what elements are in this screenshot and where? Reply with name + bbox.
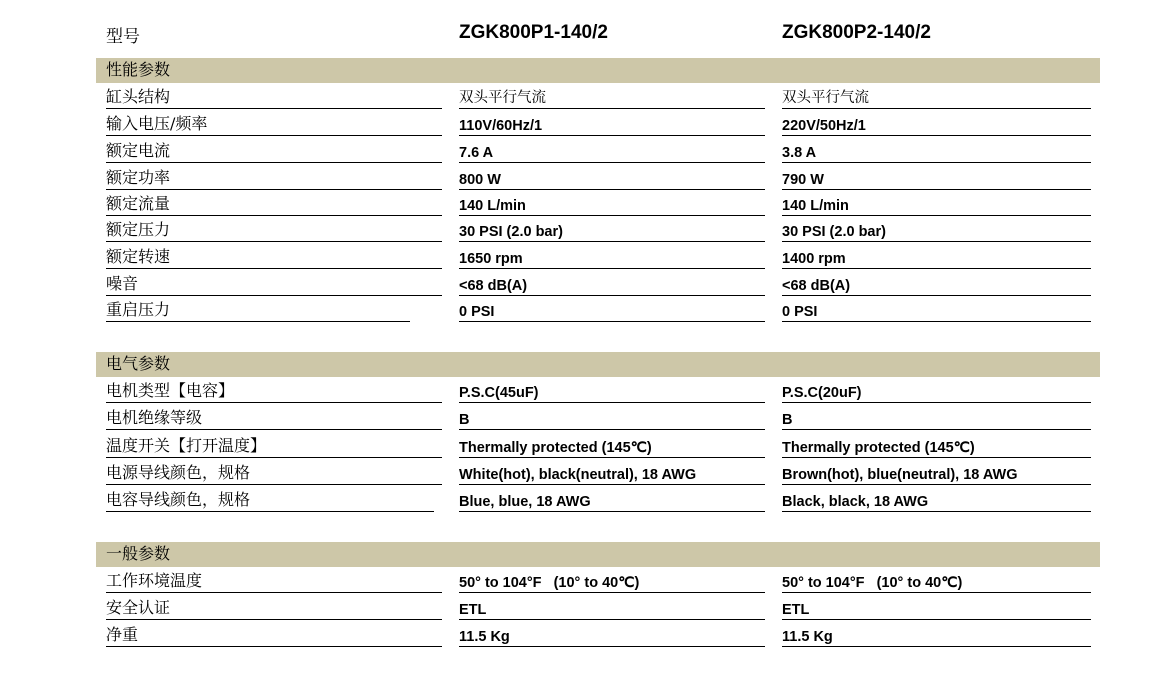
spec-value-2-cell (782, 435, 1091, 458)
spec-label: 电容导线颜色，规格 (106, 490, 251, 509)
spec-value-2-cell (782, 219, 1091, 242)
spec-row (0, 597, 1171, 623)
spec-value-2: 790 W (782, 172, 824, 188)
spec-value-2-cell (782, 570, 1091, 593)
spec-row (0, 246, 1171, 272)
spec-value-2-cell (782, 167, 1091, 190)
spec-value-1: P.S.C(45uF) (459, 385, 539, 401)
spec-row (0, 140, 1171, 166)
spec-value-1: 30 PSI (2.0 bar) (459, 224, 563, 240)
spec-label-cell (106, 299, 410, 322)
spec-value-2-cell (782, 380, 1091, 403)
spec-value-1-cell (459, 597, 765, 620)
spec-value-2-cell (782, 113, 1091, 136)
spec-label-cell (106, 462, 442, 485)
spec-row (0, 219, 1171, 245)
spec-value-2: 30 PSI (2.0 bar) (782, 224, 886, 240)
spec-value-2-cell (782, 489, 1091, 512)
spec-value-2-cell (782, 273, 1091, 296)
spec-row (0, 273, 1171, 299)
spec-value-2: 50° to 104°F (10° to 40℃) (782, 575, 963, 591)
spec-value-2-cell (782, 246, 1091, 269)
spec-value-2: P.S.C(20uF) (782, 385, 862, 401)
spec-value-1-cell (459, 462, 765, 485)
spec-label-cell (106, 167, 442, 190)
spec-value-1-cell (459, 167, 765, 190)
model-header-label: 型号 (106, 27, 140, 47)
spec-label-cell (106, 193, 442, 216)
spec-value-2: 0 PSI (782, 304, 818, 320)
section-title-electrical: 电气参数 (106, 354, 171, 373)
spec-label-cell (106, 246, 442, 269)
spec-value-2: 1400 rpm (782, 251, 846, 267)
spec-row (0, 435, 1171, 461)
section-bar-performance (96, 58, 1100, 83)
section-bar-general (96, 542, 1100, 567)
spec-label: 额定功率 (106, 168, 171, 187)
spec-value-2: Black, black, 18 AWG (782, 494, 929, 510)
spec-value-1-cell (459, 219, 765, 242)
spec-value-1: Thermally protected (145℃) (459, 440, 652, 456)
spec-label-cell (106, 570, 442, 593)
spec-label-cell (106, 489, 434, 512)
model-name-2: ZGK800P2-140/2 (782, 22, 931, 43)
spec-label-cell (106, 597, 442, 620)
spec-label: 工作环境温度 (106, 571, 203, 590)
spec-label-cell (106, 113, 442, 136)
spec-label: 缸头结构 (106, 87, 171, 106)
spec-value-2-cell (782, 407, 1091, 430)
model-name-1: ZGK800P1-140/2 (459, 22, 608, 43)
spec-value-1: 800 W (459, 172, 501, 188)
spec-value-1: 140 L/min (459, 198, 526, 214)
spec-value-1: 0 PSI (459, 304, 495, 320)
spec-value-1: 110V/60Hz/1 (459, 118, 543, 134)
spec-value-1: <68 dB(A) (459, 278, 528, 294)
spec-value-1-cell (459, 273, 765, 296)
spec-value-2: B (782, 412, 793, 428)
spec-label: 净重 (106, 625, 139, 644)
spec-row (0, 462, 1171, 488)
spec-row (0, 570, 1171, 596)
spec-value-2: 双头平行气流 (782, 90, 869, 106)
spec-value-2: <68 dB(A) (782, 278, 851, 294)
spec-label-cell (106, 624, 442, 647)
spec-value-1-cell (459, 140, 765, 163)
section-bar-electrical (96, 352, 1100, 377)
spec-label: 安全认证 (106, 598, 171, 617)
spec-label-cell (106, 273, 442, 296)
spec-row (0, 299, 1171, 325)
spec-value-2: 3.8 A (782, 145, 817, 161)
spec-value-1: 双头平行气流 (459, 90, 546, 106)
spec-value-2: 140 L/min (782, 198, 849, 214)
spec-value-2: Thermally protected (145℃) (782, 440, 975, 456)
spec-value-2-cell (782, 624, 1091, 647)
spec-label-cell (106, 380, 442, 403)
spec-row (0, 193, 1171, 219)
spec-label-cell (106, 407, 442, 430)
spec-label: 输入电压/频率 (106, 114, 208, 133)
spec-label: 重启压力 (106, 300, 171, 319)
spec-value-1: ETL (459, 602, 487, 618)
spec-label: 额定电流 (106, 141, 171, 160)
spec-value-1-cell (459, 570, 765, 593)
spec-value-1-cell (459, 489, 765, 512)
spec-value-1: 7.6 A (459, 145, 494, 161)
spec-label-cell (106, 140, 442, 163)
spec-row (0, 113, 1171, 139)
spec-value-1-cell (459, 86, 765, 109)
spec-row (0, 489, 1171, 515)
spec-value-1-cell (459, 299, 765, 322)
spec-row (0, 407, 1171, 433)
spec-label-cell (106, 86, 442, 109)
spec-value-1: B (459, 412, 470, 428)
spec-label: 额定压力 (106, 220, 171, 239)
spec-row (0, 86, 1171, 112)
spec-value-1-cell (459, 435, 765, 458)
spec-label: 电机绝缘等级 (106, 408, 203, 427)
spec-value-1: 1650 rpm (459, 251, 523, 267)
spec-label: 额定流量 (106, 194, 171, 213)
spec-label: 温度开关【打开温度】 (106, 436, 267, 455)
spec-value-2-cell (782, 86, 1091, 109)
spec-value-1-cell (459, 380, 765, 403)
spec-label-cell (106, 219, 442, 242)
spec-label-cell (106, 435, 442, 458)
spec-row (0, 380, 1171, 406)
spec-row (0, 624, 1171, 650)
spec-value-2: Brown(hot), blue(neutral), 18 AWG (782, 467, 1018, 483)
spec-value-1: Blue, blue, 18 AWG (459, 494, 591, 510)
spec-row (0, 167, 1171, 193)
spec-value-2-cell (782, 462, 1091, 485)
spec-value-2-cell (782, 597, 1091, 620)
spec-value-2: 220V/50Hz/1 (782, 118, 866, 134)
spec-value-1-cell (459, 113, 765, 136)
spec-value-2-cell (782, 140, 1091, 163)
spec-value-1-cell (459, 193, 765, 216)
spec-label: 电机类型【电容】 (106, 381, 235, 400)
section-title-performance: 性能参数 (106, 60, 171, 79)
spec-label: 额定转速 (106, 247, 171, 266)
spec-value-1-cell (459, 624, 765, 647)
spec-value-2-cell (782, 299, 1091, 322)
spec-value-2: 11.5 Kg (782, 629, 833, 645)
spec-value-2-cell (782, 193, 1091, 216)
spec-value-1-cell (459, 407, 765, 430)
spec-value-1: 50° to 104°F (10° to 40℃) (459, 575, 640, 591)
spec-value-2: ETL (782, 602, 810, 618)
spec-label: 电源导线颜色，规格 (106, 463, 251, 482)
section-title-general: 一般参数 (106, 544, 171, 563)
spec-value-1-cell (459, 246, 765, 269)
spec-label: 噪音 (106, 274, 139, 293)
spec-value-1: White(hot), black(neutral), 18 AWG (459, 467, 697, 483)
spec-value-1: 11.5 Kg (459, 629, 510, 645)
